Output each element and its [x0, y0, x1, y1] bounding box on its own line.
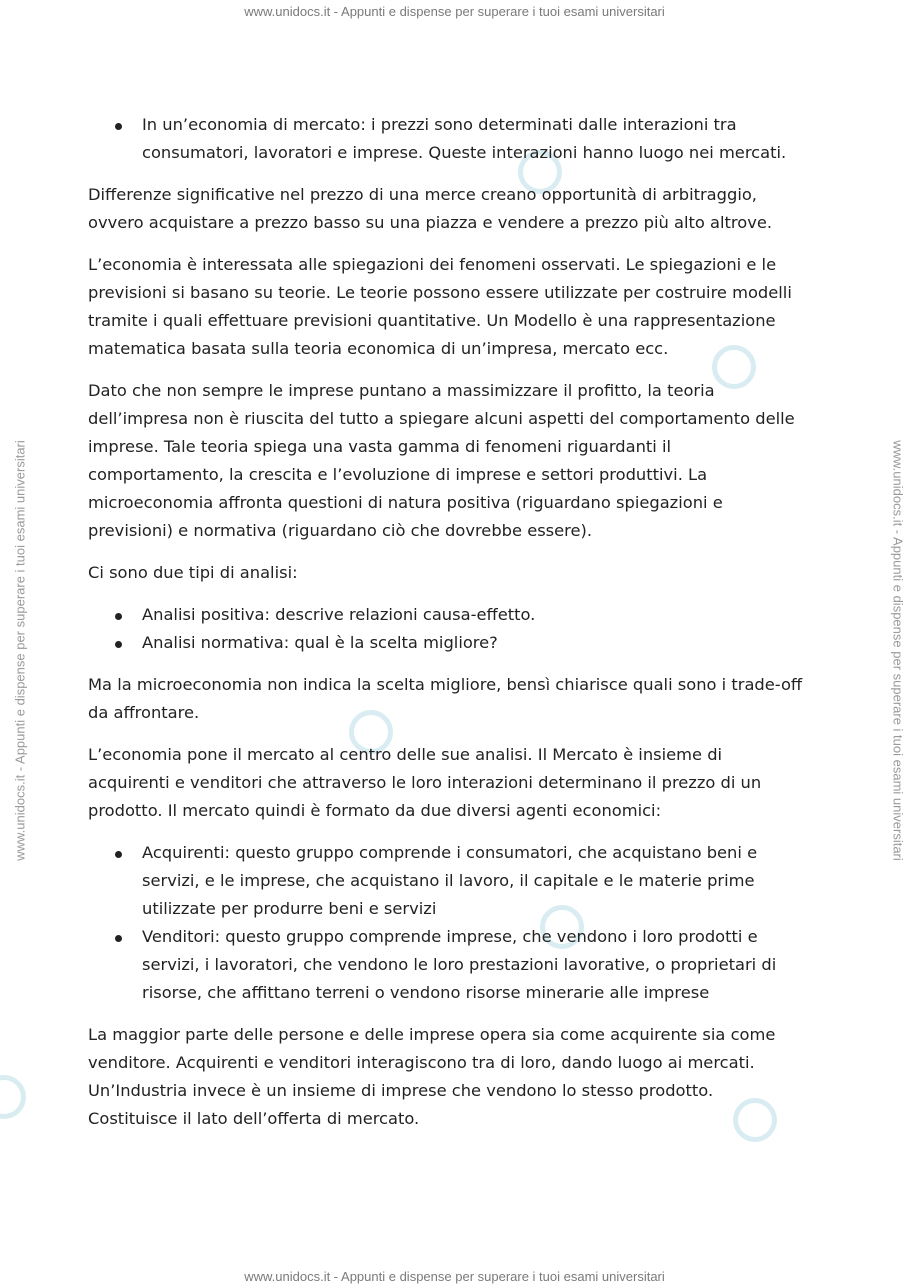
- paragraph-tipi-analisi: Ci sono due tipi di analisi:: [88, 563, 298, 582]
- list-item: Acquirenti: questo gruppo comprende i consumatori, che acquistano beni e servizi, e le imprese, che acquistano il lavoro, il capitale e le materie prime utilizzate per produrre beni e servizi: [88, 839, 804, 923]
- paragraph-teorie: L’economia è interessata alle spiegazioni dei fenomeni osservati. Le spiegazioni e le previsioni si basano su teorie. Le teorie possono essere utilizzate per costruire modelli tramite i quali effettuare previsioni quantitative. Un Modello è una rappresentazione matematica basata sulla teoria economica di un’impresa, mercato ecc.: [88, 255, 792, 358]
- paragraph-mercato: L’economia pone il mercato al centro delle sue analisi. Il Mercato è insieme di acquirenti e venditori che attraverso le loro interazioni determinano il prezzo di un prodotto. Il mercato quindi è formato da due diversi agenti economici:: [88, 745, 762, 820]
- watermark-logo-icon: [0, 1075, 26, 1119]
- watermark-footer: www.unidocs.it - Appunti e dispense per superare i tuoi esami universitari: [244, 1269, 665, 1284]
- bullet-icon: [115, 935, 122, 942]
- bullet-icon: [115, 123, 122, 130]
- list-item: Analisi positiva: descrive relazioni causa-effetto.: [88, 601, 804, 629]
- bullet-list-1: [88, 111, 804, 167]
- list-item: In un’economia di mercato: i prezzi sono determinati dalle interazioni tra consumatori, lavoratori e imprese. Queste interazioni hanno luogo nei mercati.: [88, 111, 804, 167]
- watermark-header: www.unidocs.it - Appunti e dispense per superare i tuoi esami universitari: [244, 4, 665, 19]
- paragraph-impresa: Dato che non sempre le imprese puntano a massimizzare il profitto, la teoria dell’impresa non è riuscita del tutto a spiegare alcuni aspetti del comportamento delle imprese. Tale teoria spiega una vasta gamma di fenomeni riguardanti il comportamento, la crescita e l’evoluzione di imprese e settori produttivi. La microeconomia affronta questioni di natura positiva (riguardano spiegazioni e previsioni) e normativa (riguardano ciò che dovrebbe essere).: [88, 381, 795, 540]
- document-body: [88, 111, 804, 1147]
- bullet-list-2: [88, 601, 804, 657]
- watermark-side-right: www.unidocs.it - Appunti e dispense per superare i tuoi esami universitari: [890, 440, 906, 861]
- bullet-icon: [115, 613, 122, 620]
- bullet-icon: [115, 641, 122, 648]
- watermark-side-left: www.unidocs.it - Appunti e dispense per superare i tuoi esami universitari: [12, 440, 28, 861]
- bullet-list-3: [88, 839, 804, 1007]
- paragraph-tradeoff: Ma la microeconomia non indica la scelta migliore, bensì chiarisce quali sono i trade-off da affrontare.: [88, 675, 803, 722]
- bullet-icon: [115, 851, 122, 858]
- list-item: Analisi normativa: qual è la scelta migliore?: [88, 629, 804, 657]
- paragraph-arbitraggio: Differenze significative nel prezzo di una merce creano opportunità di arbitraggio, ovvero acquistare a prezzo basso su una piazza e vendere a prezzo più alto altrove.: [88, 185, 773, 232]
- paragraph-industria: La maggior parte delle persone e delle imprese opera sia come acquirente sia come venditore. Acquirenti e venditori interagiscono tra di loro, dando luogo ai mercati. Un’Industria invece è un insieme di imprese che vendono lo stesso prodotto. Costituisce il lato dell’offerta di mercato.: [88, 1025, 776, 1128]
- list-item: Venditori: questo gruppo comprende imprese, che vendono i loro prodotti e servizi, i lavoratori, che vendono le loro prestazioni lavorative, o proprietari di risorse, che affittano terreni o vendono risorse minerarie alle imprese: [88, 923, 804, 1007]
